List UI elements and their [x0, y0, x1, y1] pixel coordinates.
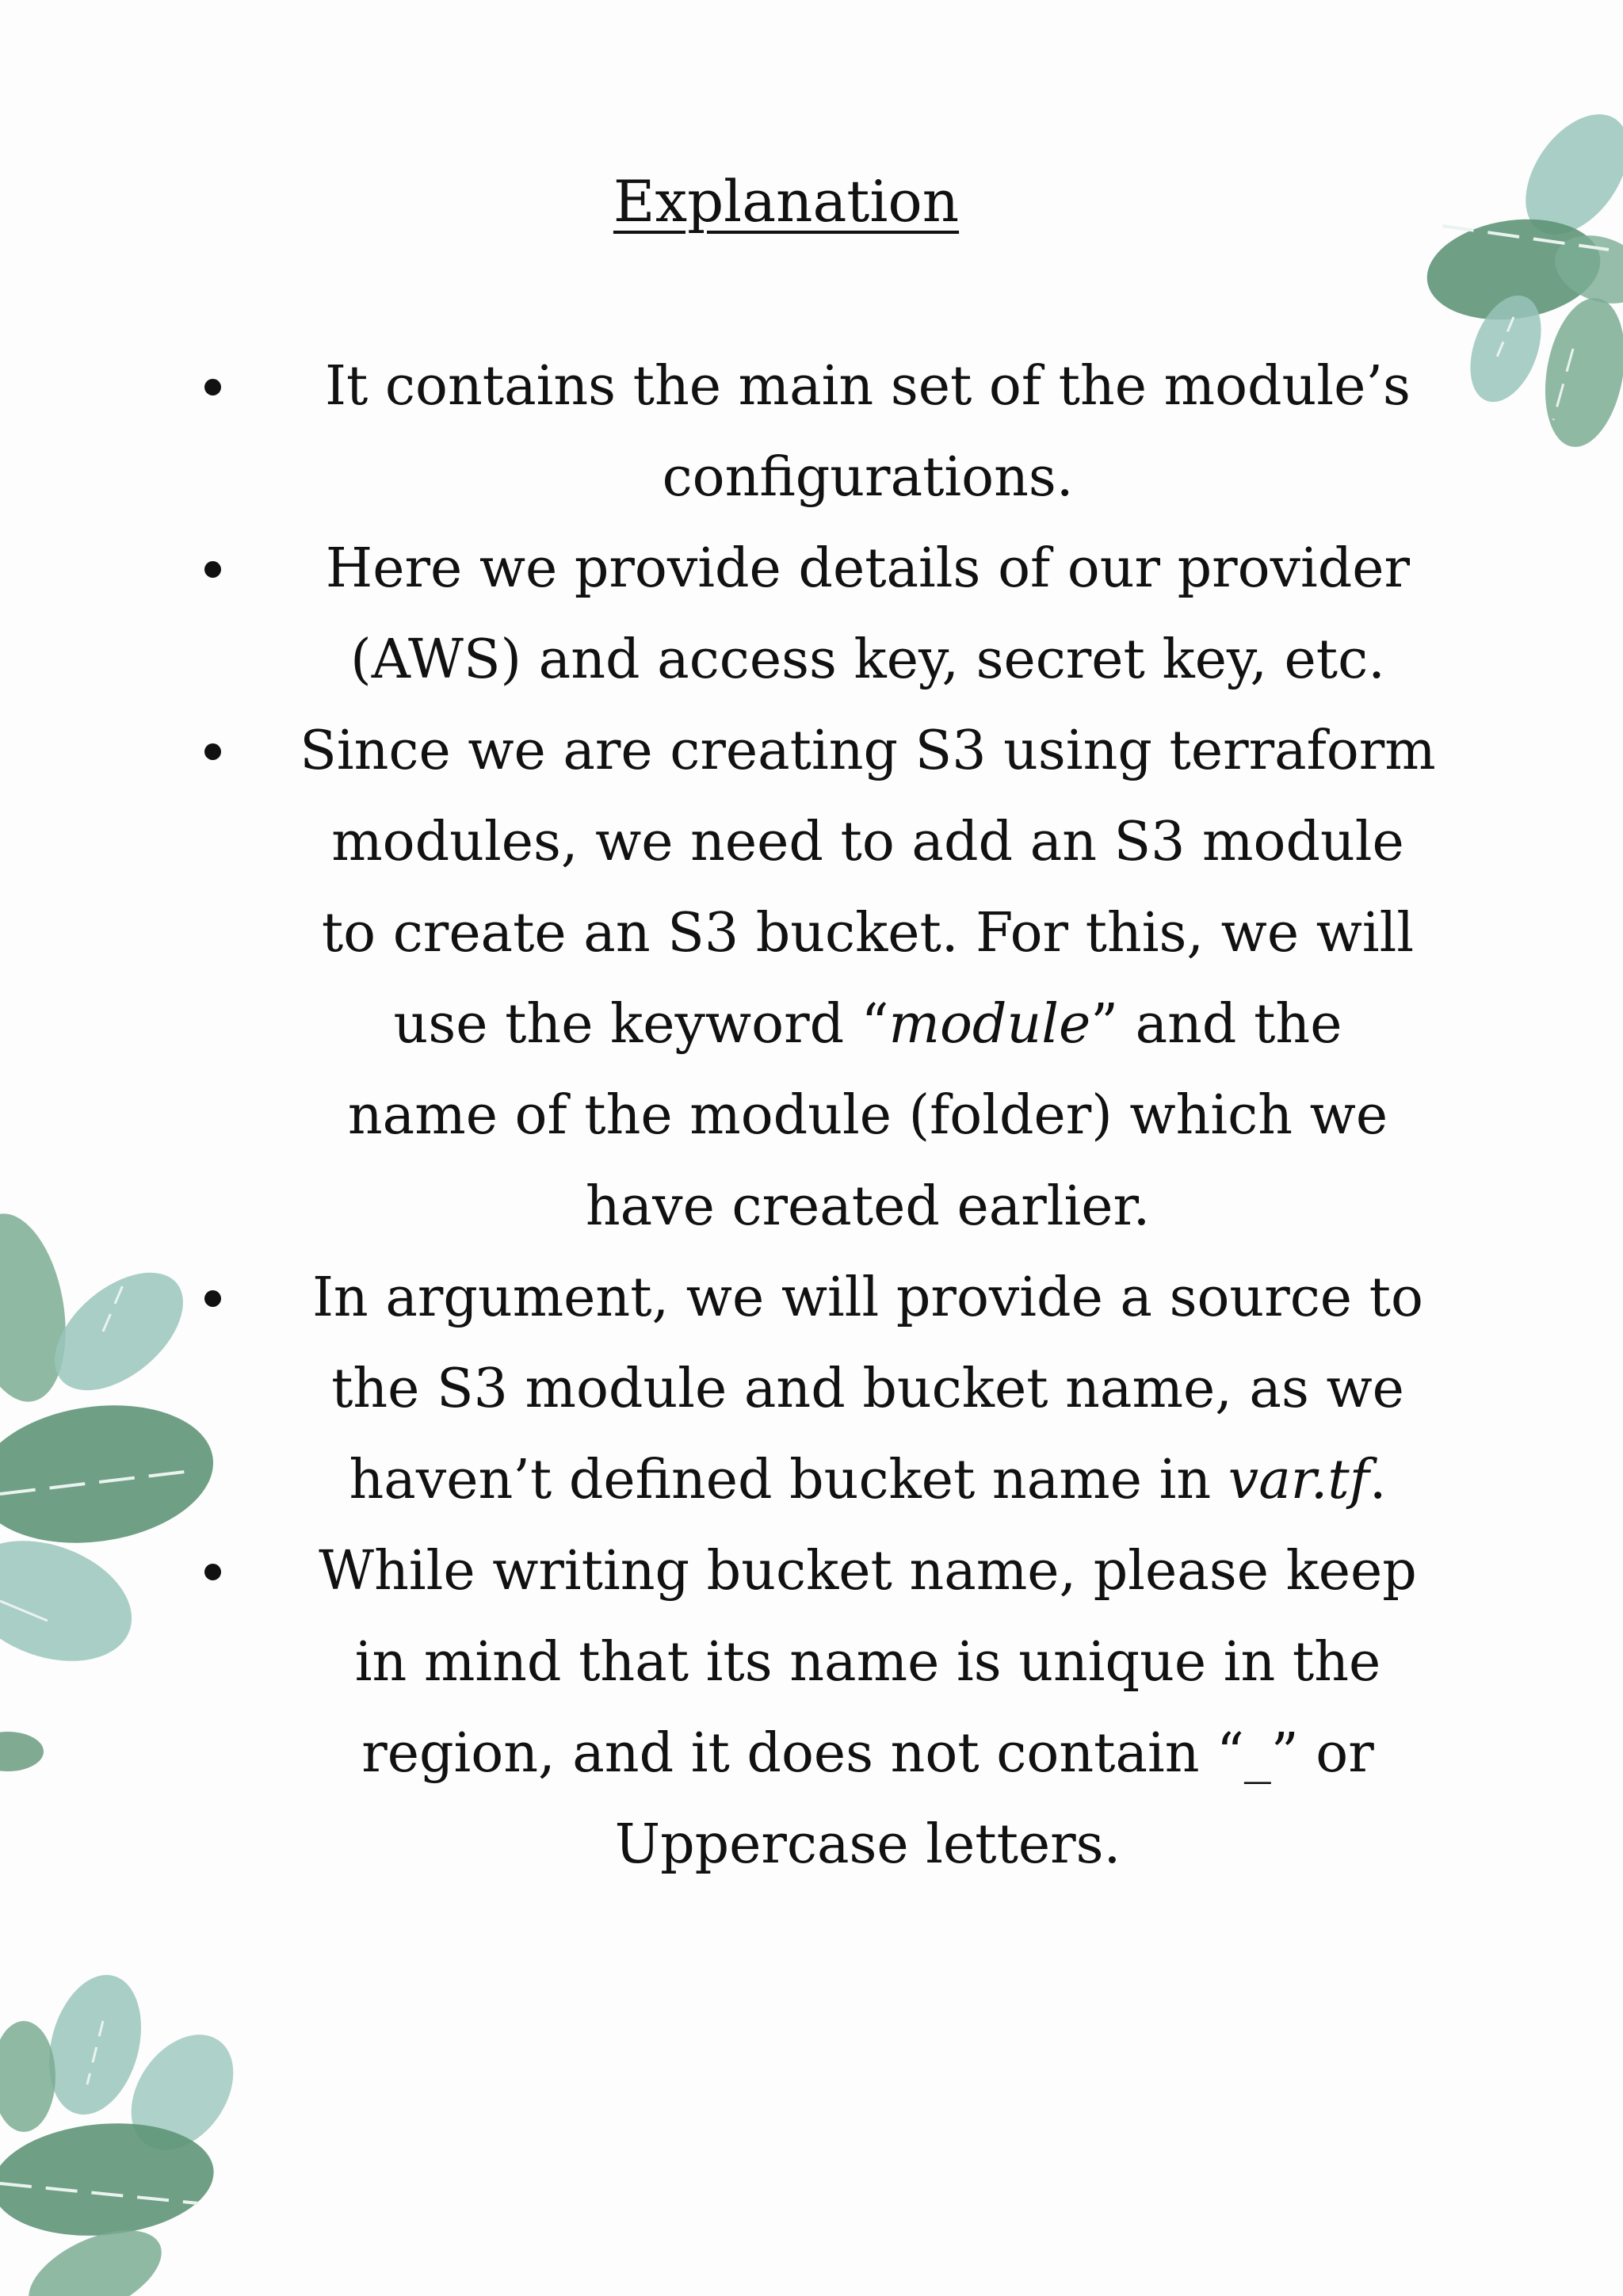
list-item-line: In argument, we will provide a source to — [312, 1266, 1423, 1329]
keyword-module: module — [888, 993, 1091, 1056]
file-line-before: haven’t defined bucket name in — [349, 1449, 1228, 1511]
list-item-line: the S3 module and bucket name, as we — [331, 1358, 1404, 1420]
list-item — [182, 1526, 1498, 1890]
list-item-line: (AWS) and access key, secret key, etc. — [350, 628, 1385, 691]
page-title: Explanation — [613, 168, 960, 235]
list-item — [182, 1252, 1498, 1526]
list-item-line: While writing bucket name, please keep — [319, 1540, 1417, 1603]
list-item — [182, 341, 1498, 523]
list-item-line: have created earlier. — [585, 1175, 1151, 1238]
list-item-line: modules, we need to add an S3 module — [331, 811, 1404, 873]
explanation-list — [182, 341, 1498, 1890]
keyword-line-before: use the keyword “ — [393, 993, 889, 1056]
file-name-var-tf: var.tf — [1228, 1449, 1369, 1511]
file-line-after: . — [1369, 1449, 1387, 1511]
list-item-line — [246, 979, 1490, 1070]
list-item-line: to create an S3 bucket. For this, we will — [321, 902, 1415, 965]
list-item-line: It contains the main set of the module’s — [325, 355, 1411, 418]
list-item-line — [246, 1435, 1490, 1526]
keyword-line-after: ” and the — [1090, 993, 1342, 1056]
list-item — [182, 523, 1498, 705]
list-item — [182, 705, 1498, 1252]
list-item-line: region, and it does not contain “_” or — [361, 1722, 1374, 1785]
list-item-line: in mind that its name is unique in the — [354, 1631, 1381, 1694]
list-item-line: configurations. — [662, 446, 1074, 509]
list-item-line: name of the module (folder) which we — [347, 1084, 1388, 1147]
list-item-line: Uppercase letters. — [614, 1813, 1121, 1876]
leaf-cluster-icon — [0, 1973, 238, 2296]
list-item-line: Here we provide details of our provider — [325, 537, 1411, 600]
list-item-line: Since we are creating S3 using terraform — [300, 720, 1436, 782]
